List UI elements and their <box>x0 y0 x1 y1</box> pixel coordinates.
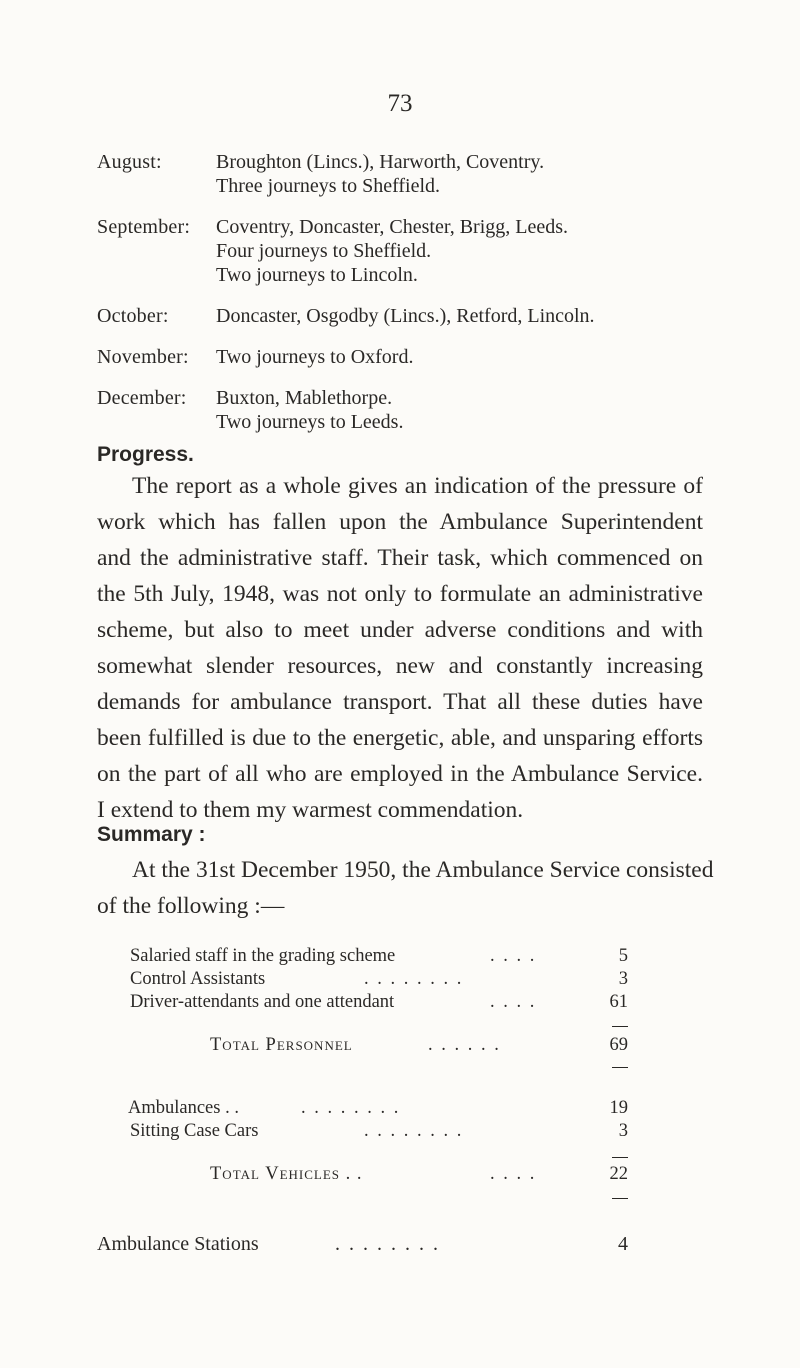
sum-rule <box>612 1157 628 1158</box>
journey-line: Coventry, Doncaster, Chester, Brigg, Leeds. <box>216 216 569 238</box>
journey-line: Two journeys to Lincoln. <box>216 264 418 286</box>
paragraph-line: work which has fallen upon the Ambulance Superintendent <box>97 509 703 535</box>
journey-month: December: <box>97 387 187 409</box>
journey-destinations <box>216 304 595 328</box>
journey-line: Buxton, Mablethorpe. <box>216 387 393 409</box>
leader-dots: . . . . . . . . <box>364 969 464 989</box>
total-label: Total Vehicles . . <box>210 1164 363 1184</box>
journey-row-november <box>97 345 737 369</box>
leader-dots: . . . . <box>490 946 537 966</box>
summary-row-ambulances <box>130 1097 628 1120</box>
row-label: Ambulance Stations <box>97 1233 259 1255</box>
journey-row-september <box>97 215 737 287</box>
journey-line: Doncaster, Osgodby (Lincs.), Retford, Lincoln. <box>216 305 595 327</box>
journey-line: Three journeys to Sheffield. <box>216 175 441 197</box>
row-label: Driver-attendants and one attendant <box>130 992 395 1012</box>
rule-gap <box>130 1143 628 1163</box>
sum-rule <box>612 1067 628 1068</box>
summary-row-total-personnel <box>130 1034 628 1057</box>
summary-row-control <box>130 968 628 991</box>
row-value: 5 <box>618 946 628 966</box>
row-value: 19 <box>609 1098 628 1118</box>
page-number: 73 <box>387 90 413 117</box>
summary-row-salaried <box>130 945 628 968</box>
row-value: 61 <box>609 992 628 1012</box>
rule-gap <box>130 1057 628 1077</box>
journey-destinations <box>216 345 413 369</box>
journey-destinations <box>216 215 568 287</box>
summary-row-stations <box>97 1231 628 1257</box>
paragraph-line: somewhat slender resources, new and constantly increasing <box>97 653 703 679</box>
paragraph-line: I extend to them my warmest commendation. <box>97 797 524 823</box>
row-label: Salaried staff in the grading scheme <box>130 946 396 966</box>
paragraph-line: on the part of all who are employed in the Ambulance Service. <box>97 761 703 787</box>
paragraph-line: and the administrative staff. Their task, which commenced on <box>97 545 703 571</box>
summary-paragraph <box>97 852 714 924</box>
paragraph-line: The report as a whole gives an indication of the pressure of <box>132 473 703 499</box>
summary-row-drivers <box>130 991 628 1014</box>
journey-month: September: <box>97 216 191 238</box>
row-value: 3 <box>618 1121 628 1141</box>
journey-line: Two journeys to Oxford. <box>216 346 414 368</box>
progress-paragraph <box>97 468 703 828</box>
sum-rule <box>612 1198 628 1199</box>
rule-gap <box>130 1186 628 1206</box>
journey-destinations <box>216 386 403 434</box>
journeys-list <box>97 150 737 451</box>
summary-heading: Summary : <box>97 823 206 846</box>
leader-dots: . . . . . . <box>428 1035 501 1055</box>
leader-dots: . . . . . . . . <box>335 1233 440 1255</box>
rule-gap <box>130 1014 628 1034</box>
journey-month: October: <box>97 305 169 327</box>
paragraph-line: scheme, but also to meet under adverse conditions and with <box>97 617 703 643</box>
summary-table <box>130 945 628 1206</box>
row-label: Ambulances . . <box>128 1098 239 1118</box>
leader-dots: . . . . . . . . <box>364 1121 464 1141</box>
journey-row-august <box>97 150 737 198</box>
paragraph-line: of the following :— <box>97 893 285 919</box>
paragraph-line: demands for ambulance transport. That all these duties have <box>97 689 703 715</box>
row-label: Sitting Case Cars <box>130 1121 259 1141</box>
journey-line: Two journeys to Leeds. <box>216 411 404 433</box>
total-label: Total Personnel <box>210 1035 353 1055</box>
leader-dots: . . . . <box>490 1164 537 1184</box>
progress-heading: Progress. <box>97 443 194 466</box>
total-value: 69 <box>609 1035 628 1055</box>
journey-row-october <box>97 304 737 328</box>
journey-destinations <box>216 150 544 198</box>
row-label: Control Assistants <box>130 969 266 989</box>
journey-row-december <box>97 386 737 434</box>
total-value: 22 <box>609 1164 628 1184</box>
paragraph-line: been fulfilled is due to the energetic, able, and unsparing efforts <box>97 725 703 751</box>
summary-row-total-vehicles <box>130 1163 628 1186</box>
spacer <box>130 1077 628 1097</box>
leader-dots: . . . . <box>490 992 537 1012</box>
journey-month: August: <box>97 151 162 173</box>
journey-line: Broughton (Lincs.), Harworth, Coventry. <box>216 151 545 173</box>
summary-row-sitting-cars <box>130 1120 628 1143</box>
journey-month: November: <box>97 346 189 368</box>
row-value: 4 <box>618 1233 628 1255</box>
paragraph-line: At the 31st December 1950, the Ambulance Service consisted <box>132 857 714 883</box>
row-value: 3 <box>618 969 628 989</box>
sum-rule <box>612 1026 628 1027</box>
leader-dots: . . . . . . . . <box>301 1098 401 1118</box>
journey-line: Four journeys to Sheffield. <box>216 240 432 262</box>
paragraph-line: the 5th July, 1948, was not only to formulate an administrative <box>97 581 703 607</box>
